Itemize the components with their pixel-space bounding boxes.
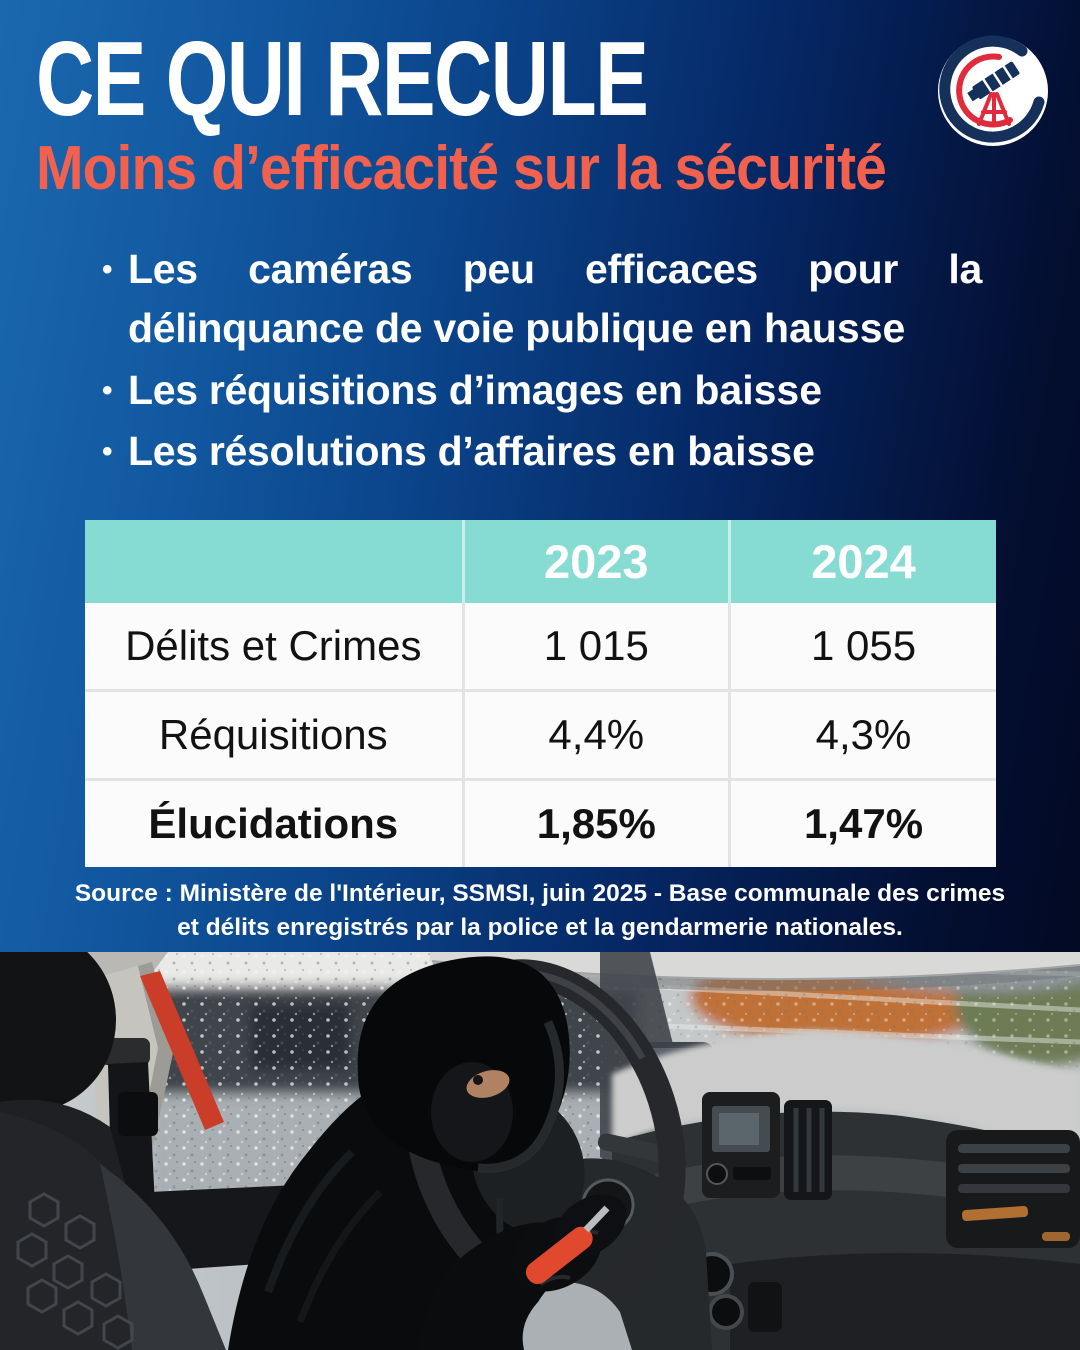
observatory-logo xyxy=(936,34,1050,148)
bullet-text: Les réquisitions d’images en baisse xyxy=(128,366,823,413)
car-theft-photo xyxy=(0,952,1080,1350)
cell-value: 4,3% xyxy=(730,691,996,780)
table-header-row xyxy=(85,520,996,603)
source-line-2: et délits enregistrés par la police et la gendarmerie nationales. xyxy=(177,914,903,942)
table-row xyxy=(85,691,996,780)
source-note xyxy=(0,877,1080,946)
page-title: CE QUI RECULE xyxy=(36,20,648,138)
bullet-text: Les caméras peu efficaces pour la délinquance de voie publique en hausse xyxy=(128,246,982,352)
stats-table-container xyxy=(85,520,996,867)
list-item xyxy=(102,422,982,481)
source-line-1: Source : Ministère de l'Intérieur, SSMSI, juin 2025 - Base communale des crimes xyxy=(74,880,1006,907)
list-item xyxy=(102,240,982,359)
cell-value: 1 055 xyxy=(730,603,996,691)
bullet-text: Les résolutions d’affaires en baisse xyxy=(128,428,815,475)
bullet-icon: • xyxy=(102,253,113,286)
bullet-icon: • xyxy=(102,435,113,469)
car-theft-photo-illustration xyxy=(0,952,1080,1350)
stats-table xyxy=(85,520,996,867)
cell-value: 4,4% xyxy=(463,691,729,780)
table-header-2024: 2024 xyxy=(730,520,996,603)
list-item xyxy=(102,361,982,420)
row-label: Délits et Crimes xyxy=(85,603,463,691)
cell-value: 1 015 xyxy=(463,603,729,691)
table-header-empty xyxy=(85,520,463,603)
table-header-2023: 2023 xyxy=(463,520,729,603)
table-row xyxy=(85,603,996,691)
cell-value: 1,85% xyxy=(463,780,729,868)
page-subtitle: Moins d’efficacité sur la sécurité xyxy=(36,134,886,203)
key-points-list xyxy=(102,240,982,484)
telescope-icon xyxy=(936,34,1050,148)
cell-value: 1,47% xyxy=(730,780,996,868)
row-label: Élucidations xyxy=(85,780,463,868)
row-label: Réquisitions xyxy=(85,691,463,780)
bullet-icon: • xyxy=(102,373,113,407)
table-row xyxy=(85,780,996,868)
